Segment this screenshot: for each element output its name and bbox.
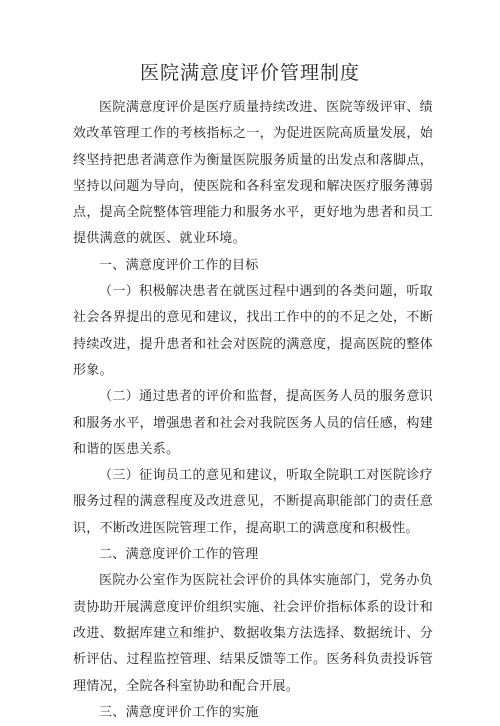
goal-item-2: （二）通过患者的评价和监督，提高医务人员的服务意识和服务水平，增强患者和社会对我院医务人员的信任感，构建和谐的医患关系。 [73,389,433,457]
document-body [73,95,433,726]
section-heading-implementation: 三、满意度评价工作的实施 [99,704,259,720]
management-paragraph: 医院办公室作为医院社会评价的具体实施部门，党务办负责协助开展满意度评价组织实施、社会评价指标体系的设计和改进、数据库建立和维护、数据收集方法选择、数据统计、分析评估、过程监控管理、结果反馈等工作。医务科负责投诉管理情况，全院各科室协助和配合开展。 [73,573,433,694]
section-heading-management: 二、满意度评价工作的管理 [99,547,259,563]
page-title: 医院满意度评价管理制度 [139,62,360,84]
goal-item-1: （一）积极解决患者在就医过程中遇到的各类问题，听取社会各界提出的意见和建议，找出工作中的的不足之处，不断持续改进，提升患者和社会对医院的满意度，提高医院的整体形象。 [73,284,433,378]
section-heading-goals: 一、满意度评价工作的目标 [99,257,259,273]
goal-item-3: （三）征询员工的意见和建议，听取全院职工对医院诊疗服务过程的满意程度及改进意见，不断提高职能部门的责任意识，不断改进医院管理工作，提高职工的满意度和积极性。 [73,468,433,536]
intro-paragraph: 医院满意度评价是医疗质量持续改进、医院等级评审、绩效改革管理工作的考核指标之一，为促进医院高质量发展，始终坚持把患者满意作为衡量医院服务质量的出发点和落脚点，坚持以问题为导向，使医院和各科室发现和解决医疗服务薄弱点，提高全院整体管理能力和服务水平，更好地为患者和员工提供满意的就医、就业环境。 [73,100,433,247]
